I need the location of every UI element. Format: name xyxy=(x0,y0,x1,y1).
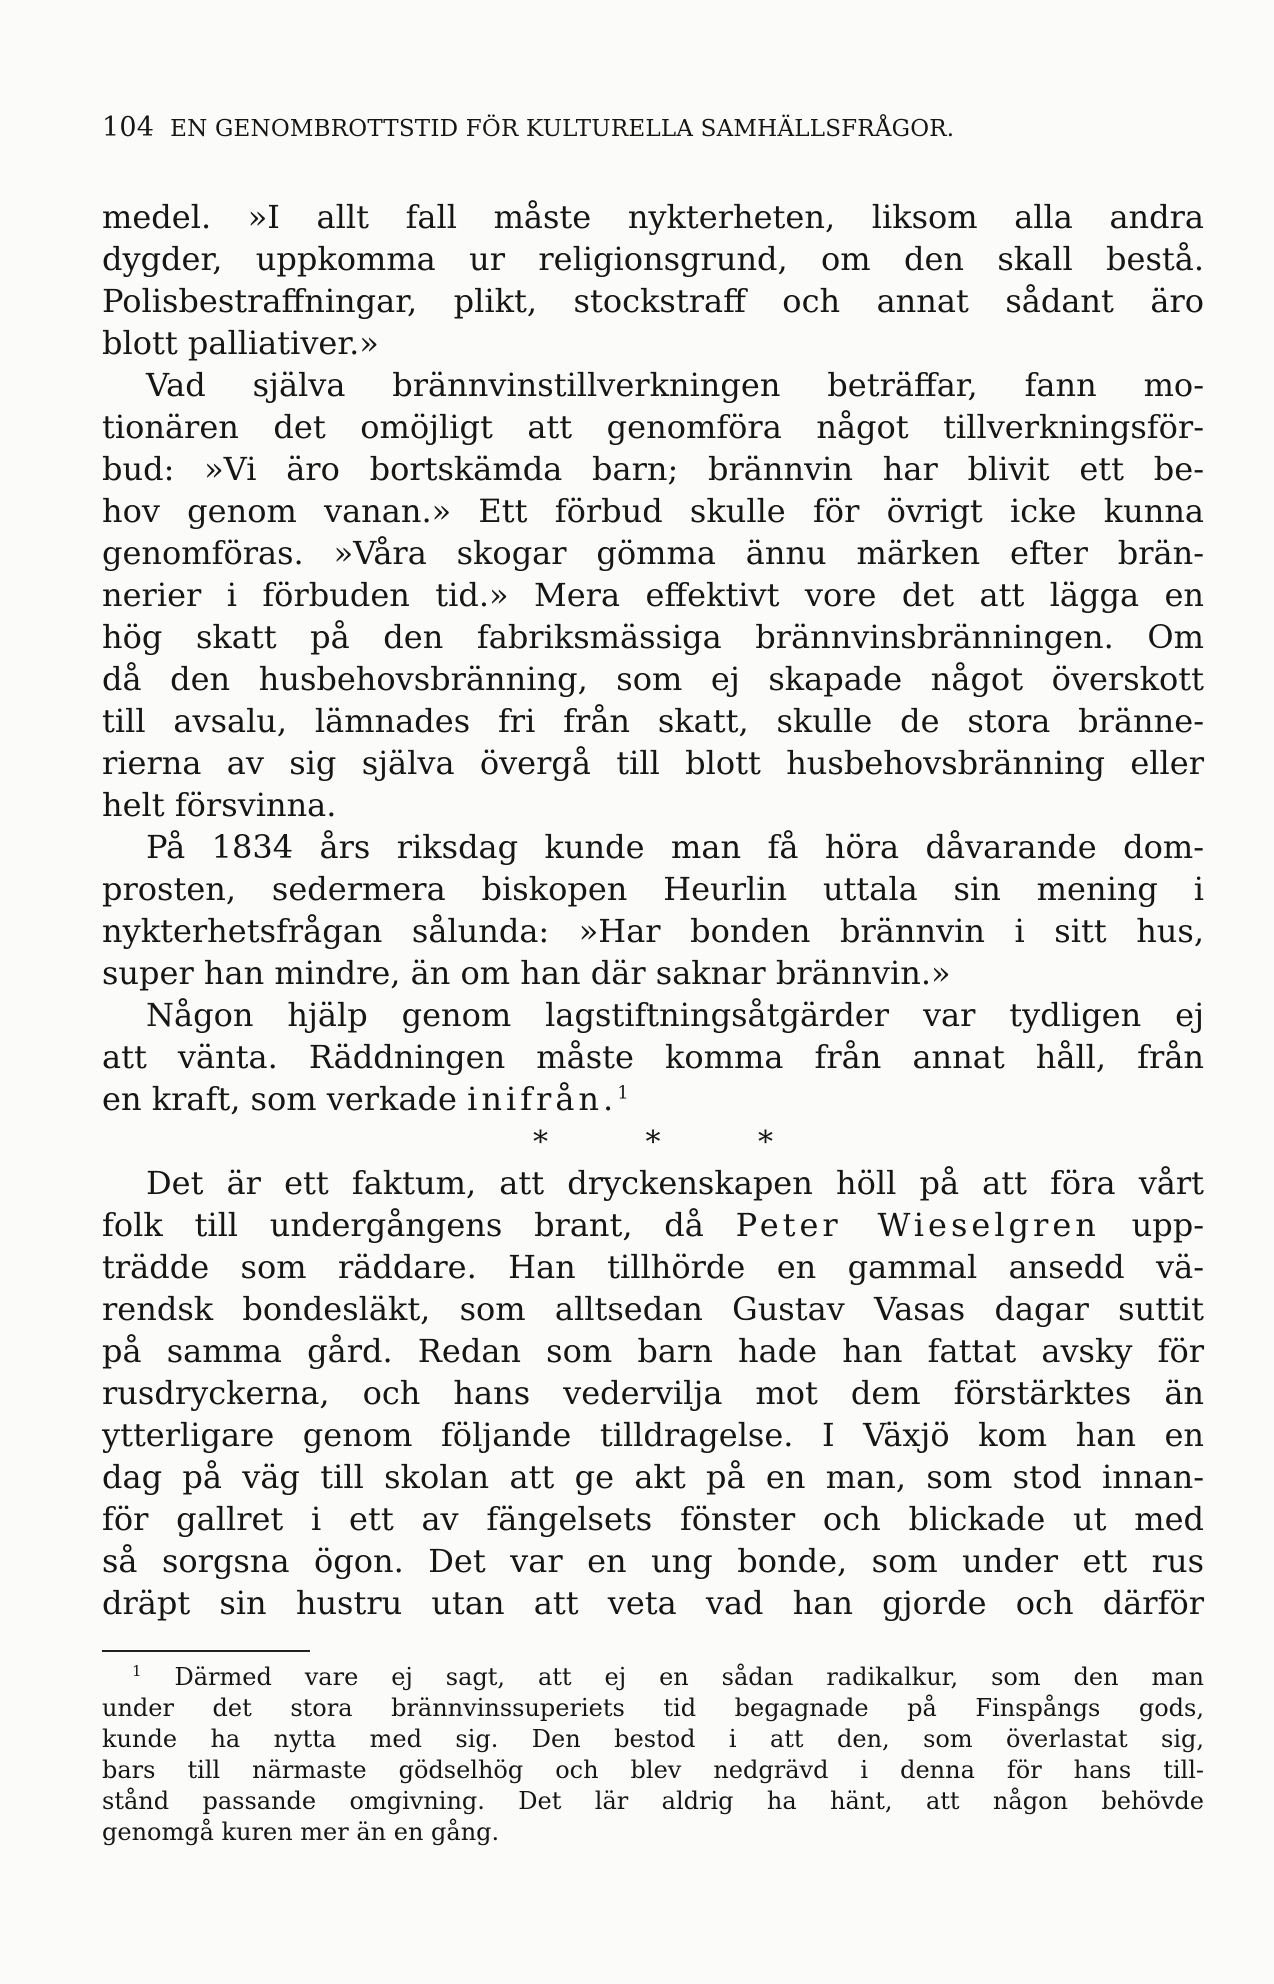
text-line: Någon hjälp genom lagstiftningsåtgärder var tydligen ej xyxy=(146,996,1204,1034)
footnote-line: kunde ha nytta med sig. Den bestod i att den, som överlastat sig, xyxy=(102,1725,1204,1753)
text-line: tionären det omöjligt att genomföra något tillverkningsför- xyxy=(102,408,1204,446)
text-run: upp- xyxy=(1099,1206,1204,1244)
spaced-word: inifrån. xyxy=(467,1080,618,1118)
text-line: dag på väg till skolan att ge akt på en man, som stod innan- xyxy=(102,1458,1204,1496)
text-line: medel. »I allt fall måste nykterheten, liksom alla andra xyxy=(102,198,1204,236)
text-line: blott palliativer.» xyxy=(102,324,379,362)
footnote-divider xyxy=(102,1650,310,1652)
footnote-ref: 1 xyxy=(617,1082,629,1104)
text-line xyxy=(102,1078,1204,1120)
footnote-line: genomgå kuren mer än en gång. xyxy=(102,1818,500,1846)
text-line: bud: »Vi äro bortskämda barn; brännvin har blivit ett be- xyxy=(102,450,1204,488)
text-line: På 1834 års riksdag kunde man få höra dåvarande dom- xyxy=(146,828,1204,866)
text-line: rierna av sig själva övergå till blott husbehovsbränning eller xyxy=(102,744,1204,782)
text-line: för gallret i ett av fängelsets fönster och blickade ut med xyxy=(102,1500,1204,1538)
text-line: så sorgsna ögon. Det var en ung bonde, som under ett rus xyxy=(102,1542,1204,1580)
text-line: på samma gård. Redan som barn hade han fattat avsky för xyxy=(102,1332,1204,1370)
text-line: att vänta. Räddningen måste komma från annat håll, från xyxy=(102,1038,1204,1076)
section-break-asterisks: * * * xyxy=(532,1125,818,1160)
footnote-marker: 1 xyxy=(132,1662,142,1680)
text-line: super han mindre, än om han där saknar brännvin.» xyxy=(102,954,951,992)
footnote-line: bars till närmaste gödselhög och blev nedgrävd i denna för hans till- xyxy=(102,1756,1204,1784)
body-text xyxy=(102,196,1204,1624)
text-line: Det är ett faktum, att dryckenskapen höll på att föra vårt xyxy=(146,1164,1204,1202)
spaced-name: Peter Wieselgren xyxy=(735,1206,1100,1244)
text-line: nykterhetsfrågan sålunda: »Har bonden brännvin i sitt hus, xyxy=(102,912,1204,950)
text-line: hov genom vanan.» Ett förbud skulle för övrigt icke kunna xyxy=(102,492,1204,530)
page-number: 104 xyxy=(102,112,155,143)
running-header xyxy=(102,112,1204,143)
text-line: nerier i förbuden tid.» Mera effektivt vore det att lägga en xyxy=(102,576,1204,614)
text-line: dräpt sin hustru utan att veta vad han gjorde och därför xyxy=(102,1584,1204,1622)
text-line: Vad själva brännvinstillverkningen beträffar, fann mo- xyxy=(146,366,1204,404)
text-line: rendsk bondesläkt, som alltsedan Gustav Vasas dagar suttit xyxy=(102,1290,1204,1328)
footnote-line: stånd passande omgivning. Det lär aldrig ha hänt, att någon behövde xyxy=(102,1787,1204,1815)
running-title: EN GENOMBROTTSTID FÖR KULTURELLA SAMHÄLLSFRÅGOR. xyxy=(170,116,955,142)
footnote-line xyxy=(102,1662,1204,1693)
text-run: folk till undergångens brant, då xyxy=(102,1206,736,1244)
text-line: hög skatt på den fabriksmässiga brännvinsbränningen. Om xyxy=(102,618,1204,656)
text-line: rusdryckerna, och hans vedervilja mot dem förstärktes än xyxy=(102,1374,1204,1412)
text-line: Polisbestraffningar, plikt, stockstraff och annat sådant äro xyxy=(102,282,1204,320)
text-line: ytterligare genom följande tilldragelse. I Växjö kom han en xyxy=(102,1416,1204,1454)
text-line: prosten, sedermera biskopen Heurlin uttala sin mening i xyxy=(102,870,1204,908)
text-line: helt försvinna. xyxy=(102,786,337,824)
text-line: trädde som räddare. Han tillhörde en gammal ansedd vä- xyxy=(102,1248,1204,1286)
text-line: då den husbehovsbränning, som ej skapade något överskott xyxy=(102,660,1204,698)
footnote-text: Därmed vare ej sagt, att ej en sådan radikalkur, som den man xyxy=(141,1663,1204,1691)
text-line: genomföras. »Våra skogar gömma ännu märken efter brän- xyxy=(102,534,1204,572)
footnote-line: under det stora brännvinssuperiets tid begagnade på Finspångs gods, xyxy=(102,1694,1204,1722)
text-run: en kraft, som verkade xyxy=(102,1080,468,1118)
footnote xyxy=(102,1662,1204,1848)
text-line: dygder, uppkomma ur religionsgrund, om den skall bestå. xyxy=(102,240,1204,278)
text-line xyxy=(102,1204,1204,1246)
text-line: till avsalu, lämnades fri från skatt, skulle de stora bränne- xyxy=(102,702,1204,740)
